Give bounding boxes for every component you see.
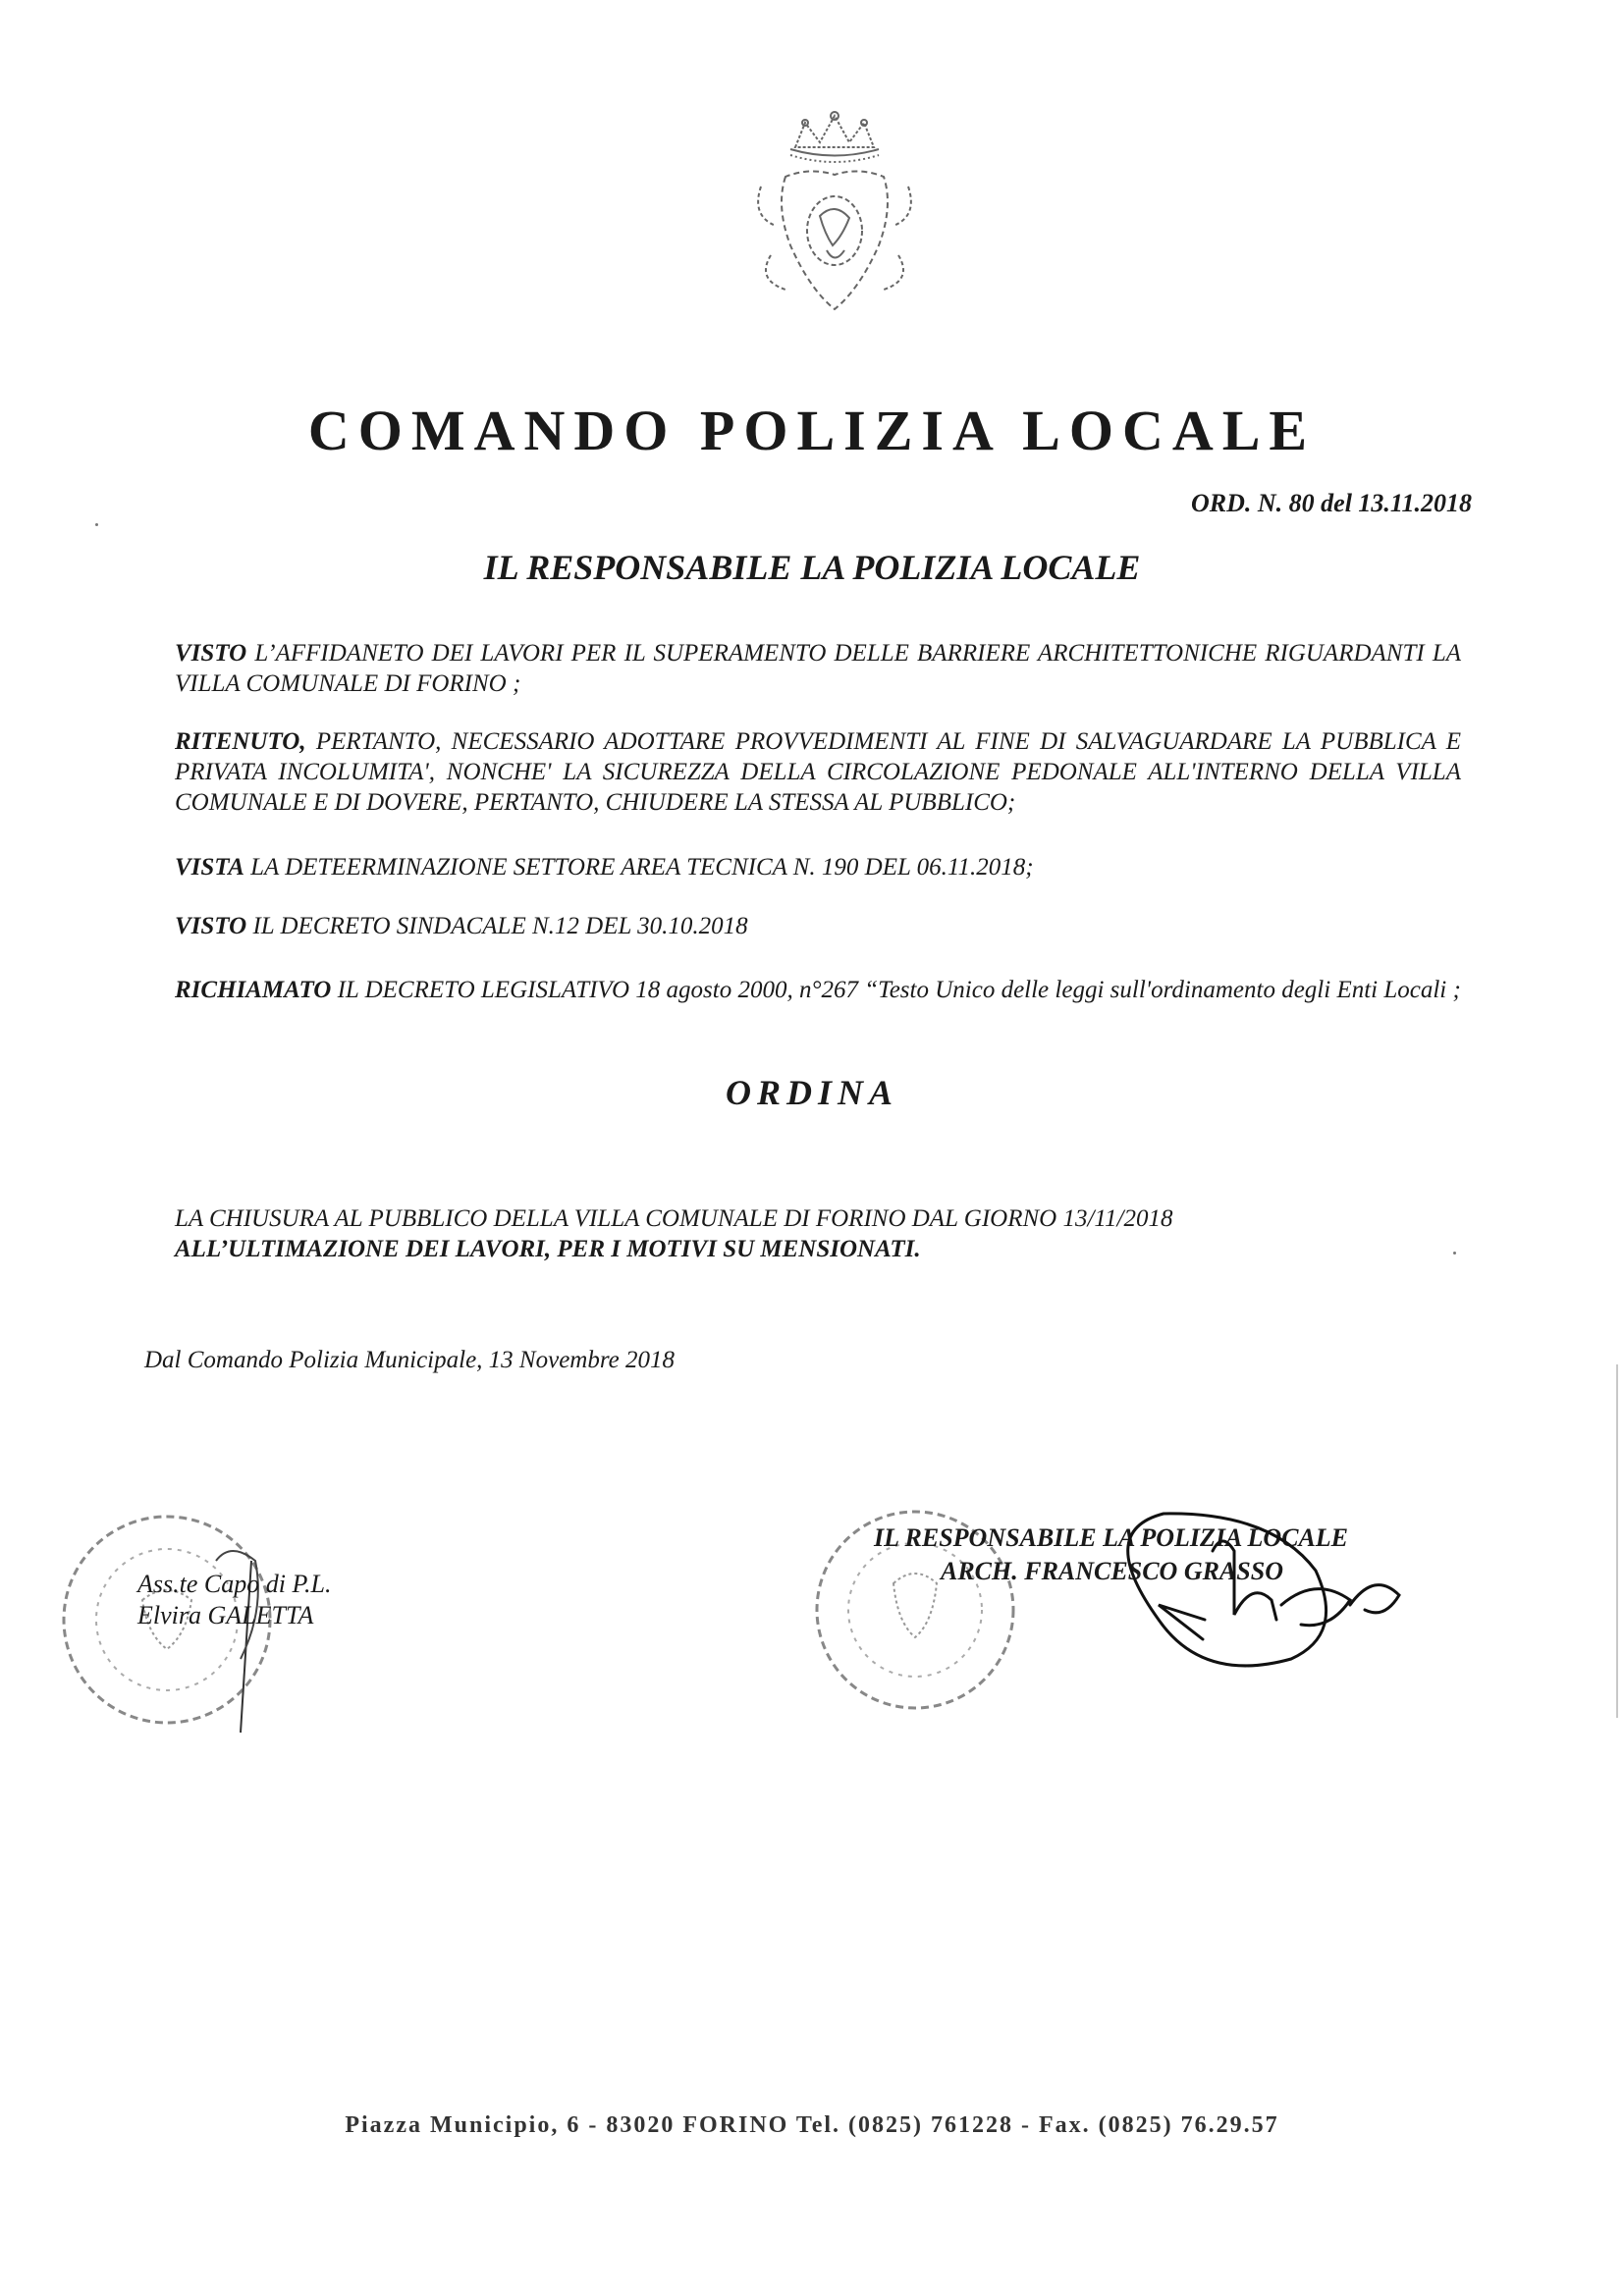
recital-text: IL DECRETO SINDACALE N.12 DEL 30.10.2018	[252, 913, 748, 939]
right-signatory-name: ARCH. FRANCESCO GRASSO	[941, 1557, 1283, 1585]
order-number: 80	[1288, 489, 1315, 517]
recital-lead: VISTO	[175, 640, 247, 667]
order-text	[175, 1203, 1461, 1264]
scan-speck	[95, 523, 98, 526]
municipal-coat-of-arms-icon	[736, 108, 933, 329]
order-line-2: ALL’ULTIMAZIONE DEI LAVORI, PER I MOTIVI SU MENSIONATI.	[175, 1236, 921, 1262]
document-subtitle: IL RESPONSABILE LA POLIZIA LOCALE	[483, 548, 1141, 587]
recital-paragraph	[175, 911, 1461, 941]
recital-paragraph	[175, 975, 1461, 1005]
recital-lead: VISTA	[175, 854, 244, 881]
scan-edge-mark	[1616, 1364, 1618, 1718]
scan-speck	[1453, 1252, 1456, 1255]
ordina-heading: ORDINA	[725, 1073, 899, 1112]
left-signatory-name: Elvira GALETTA	[137, 1601, 314, 1629]
right-signatory-role: IL RESPONSABILE LA POLIZIA LOCALE	[874, 1523, 1349, 1552]
order-prefix: ORD. N.	[1190, 489, 1283, 517]
order-date: del 13.11.2018	[1321, 489, 1472, 517]
recital-paragraph	[175, 726, 1461, 818]
footer-address: Piazza Municipio, 6 - 83020 FORINO Tel. (0825) 761228 - Fax. (0825) 76.29.57	[345, 2112, 1279, 2138]
recital-text: L’AFFIDANETO DEI LAVORI PER IL SUPERAMENTO DELLE BARRIERE ARCHITETTONICHE RIGUARDANTI LA VILLA COMUNALE DI FORINO ;	[175, 640, 1461, 697]
recital-lead: RITENUTO,	[175, 728, 306, 755]
handwritten-signature-icon	[977, 1512, 1438, 1737]
recital-text: LA DETEERMINAZIONE SETTORE AREA TECNICA N. 190 DEL 06.11.2018;	[250, 854, 1034, 881]
recital-text-mixed: 18 agosto 2000, n°267 “Testo Unico delle leggi sull'ordinamento degli Enti Locali ;	[635, 977, 1461, 1003]
page-title: COMANDO POLIZIA LOCALE	[307, 399, 1317, 462]
order-reference	[1191, 489, 1472, 518]
left-signatory	[137, 1569, 331, 1631]
order-line-1: LA CHIUSURA AL PUBBLICO DELLA VILLA COMUNALE DI FORINO DAL GIORNO 13/11/2018	[175, 1205, 1173, 1232]
recital-paragraph	[175, 852, 1461, 882]
left-signatory-role: Ass.te Capo di P.L.	[137, 1570, 332, 1598]
recital-paragraph	[175, 638, 1461, 699]
recital-lead: RICHIAMATO	[175, 977, 332, 1003]
recital-lead: VISTO	[175, 913, 247, 939]
place-date: Dal Comando Polizia Municipale, 13 Novembre 2018	[144, 1347, 675, 1373]
recital-text: PERTANTO, NECESSARIO ADOTTARE PROVVEDIMENTI AL FINE DI SALVAGUARDARE LA PUBBLICA E PRIVATA INCOLUMITA', NONCHE' LA SICUREZZA DELLA CIRCOLAZIONE PEDONALE ALL'INTERNO DELLA VILLA COMUNALE E DI DOVERE, PERTANTO, CHIUDERE LA STESSA AL PUBBLICO;	[175, 728, 1462, 816]
recital-text: IL DECRETO LEGISLATIVO	[337, 977, 630, 1003]
